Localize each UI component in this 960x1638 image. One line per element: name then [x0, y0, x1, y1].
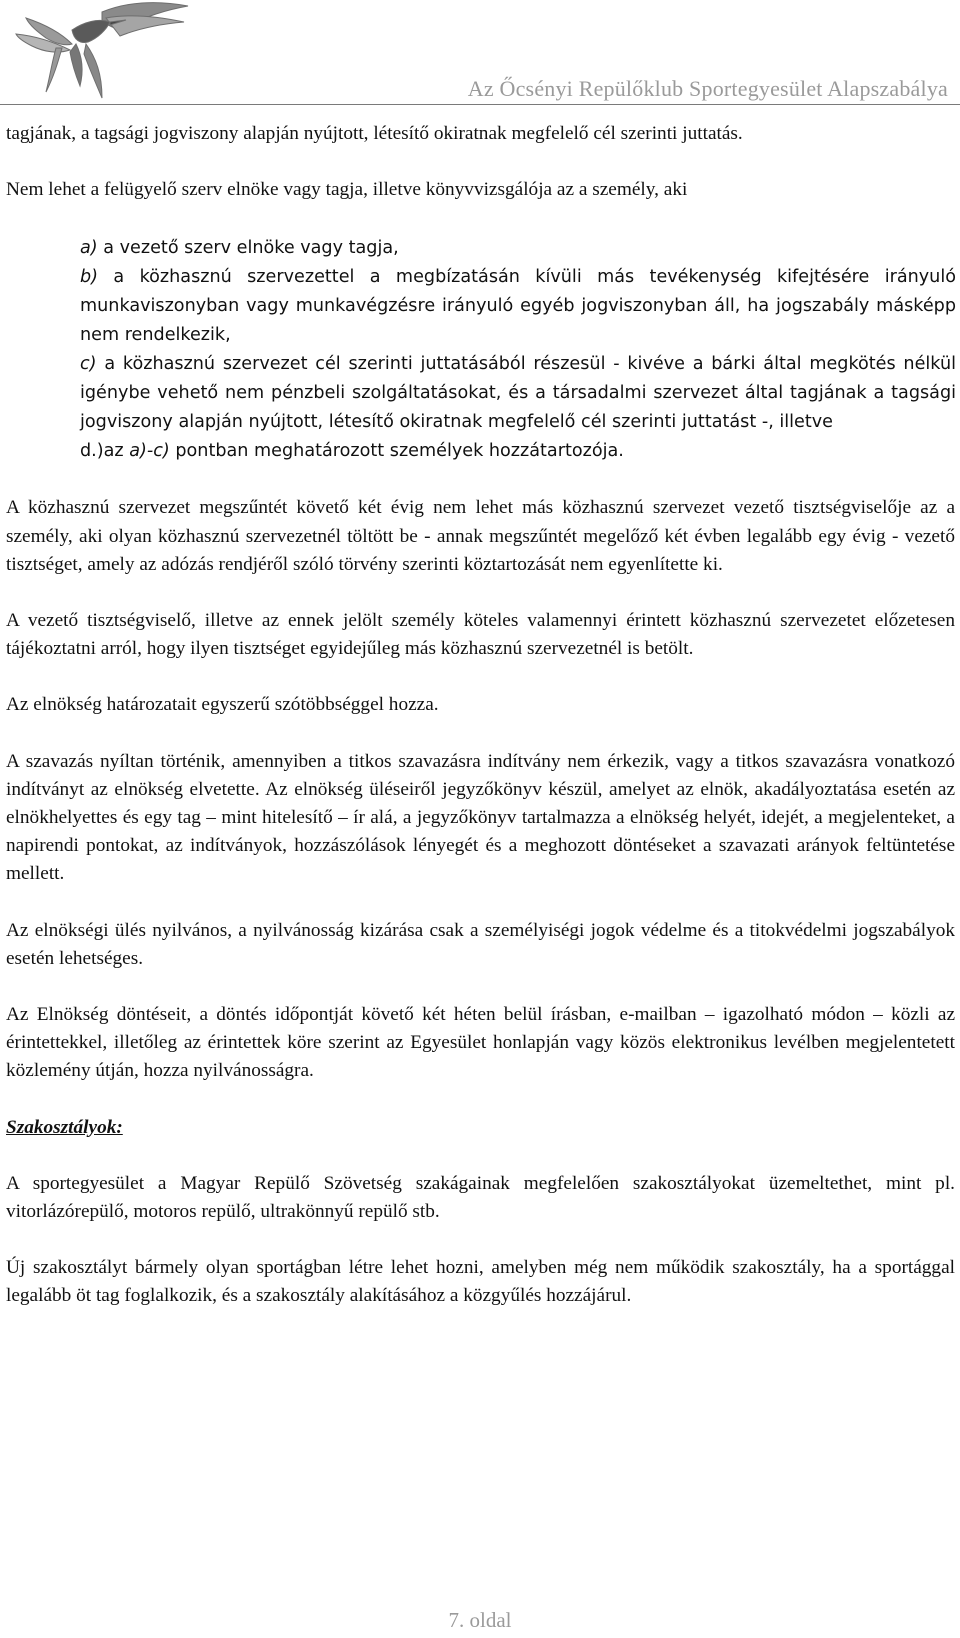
list-item-label: b): [80, 267, 99, 288]
list-item-text: a közhasznú szervezettel a megbízatásán kívüli más tevékenység kifejtésére irányuló munkaviszonyban vagy munkavégzésre irányuló egyéb jogviszonyban áll, ha jogszabály másképp nem rendelkezik,: [80, 267, 956, 346]
list-item-reference: a)-c): [129, 441, 170, 462]
stork-bird-logo-icon: [6, 0, 196, 102]
page-number: 7. oldal: [448, 1608, 512, 1632]
page-header: [0, 0, 960, 108]
paragraph: Az Elnökség döntéseit, a döntés időpontját követő két héten belül írásban, e-mailban – igazolható módon – közli az érintettekkel, illetőleg az érintettek köre szerint az Egyesület honlapján vagy közös elektronikus levélben megjelentetett közlemény útján, hozza nyilvánosságra.: [6, 1004, 955, 1082]
document-title: Az Őcsényi Repülőklub Sportegyesület Alapszabálya: [467, 76, 948, 101]
exclusion-list: [80, 234, 956, 466]
paragraph: Új szakosztályt bármely olyan sportágban létre lehet hozni, amelyben még nem működik szakosztály, ha a sportággal legalább öt tag foglalkozik, és a szakosztály alakításához a közgyűlés hozzájárul.: [6, 1257, 955, 1307]
paragraph: Az elnökségi ülés nyilvános, a nyilvánosság kizárása csak a személyiségi jogok védelme és a titokvédelmi jogszabályok esetén lehetséges.: [6, 919, 955, 969]
list-item-label: d.)az: [80, 441, 130, 462]
paragraph: A vezető tisztségviselő, illetve az ennek jelölt személy köteles valamennyi érintett közhasznú szervezetet előzetesen tájékoztatni arról, hogy ilyen tisztséget egyidejűleg más közhasznú szervezetnél is betölt.: [6, 610, 955, 660]
list-item-text: a közhasznú szervezet cél szerinti juttatásából részesül - kivéve a bárki által megkötés nélkül igénybe vehető nem pénzbeli szolgáltatásokat, és a társadalmi szervezet által tagjának a tagsági jogviszony alapján nyújtott, létesítő okiratnak megfelelő cél szerinti juttatást -, illetve: [80, 354, 956, 433]
section-heading: [6, 1114, 955, 1142]
header-divider: [0, 104, 960, 105]
list-item-label: a): [80, 238, 98, 259]
list-item: [80, 234, 956, 263]
paragraph: A sportegyesület a Magyar Repülő Szövetség szakágainak megfelelően szakosztályokat üzemeltethet, mint pl. vitorlázórepülő, motoros repülő, ultrakönnyű repülő stb.: [6, 1172, 955, 1223]
list-item: [80, 263, 956, 350]
paragraph: A közhasznú szervezet megszűntét követő két évig nem lehet más közhasznú szervezet vezető tisztségviselője az a személy, aki olyan közhasznú szervezetnél töltött be - annak megszűntét megelőző két évben legalább egy évig - vezető tisztséget, amely az adózás rendjéről szóló törvény szerinti köztartozását nem egyenlítette ki.: [6, 497, 955, 575]
paragraph: tagjának, a tagsági jogviszony alapján nyújtott, létesítő okiratnak megfelelő cél szerinti juttatás.: [6, 123, 743, 144]
paragraph: Nem lehet a felügyelő szerv elnöke vagy tagja, illetve könyvvizsgálója az a személy, aki: [6, 179, 688, 201]
section-heading-text: Szakosztályok:: [6, 1116, 123, 1138]
list-item: [80, 350, 956, 437]
paragraph: A szavazás nyíltan történik, amennyiben a titkos szavazásra indítvány nem érkezik, vagy a titkos szavazásra vonatkozó indítványt az elnökség elvetette. Az elnökség üléseiről jegyzőkönyv készül, amelyet az elnök, akadályoztatása esetén az elnökhelyettes és egy tag – mint hitelesítő – ír alá, a jegyzőkönyv tartalmazza a elnökség helyét, idejét, a megjelenteket, a napirendi pontokat, az indítványok, hozzászólások lényegét és a meghozott döntéseket a szavazati arányok feltüntetése mellett.: [6, 750, 955, 885]
document-body: [6, 120, 955, 1311]
paragraph: Az elnökség határozatait egyszerű szótöbbséggel hozza.: [6, 694, 439, 716]
list-item-text: pontban meghatározott személyek hozzátartozója.: [169, 441, 624, 462]
list-item-label: c): [80, 354, 97, 375]
list-item: [80, 437, 956, 466]
list-item-text: a vezető szerv elnöke vagy tagja,: [97, 238, 399, 259]
